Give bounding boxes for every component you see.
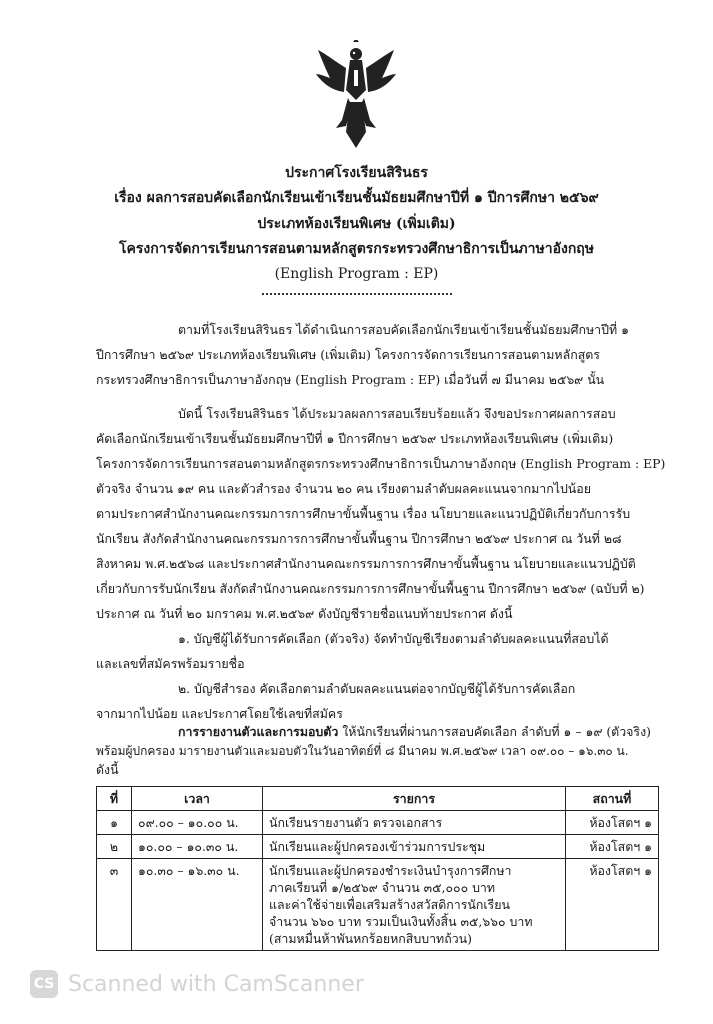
row-item-line: นักเรียนและผู้ปกครองชำระเงินบำรุงการศึกษา [269,863,512,878]
header-place: สถานที่ [566,787,659,811]
header-no: ที่ [97,787,132,811]
para2-line: บัดนี้ โรงเรียนสิรินธร ได้ประมวลผลการสอบเรียบร้อยแล้ว จึงขอประกาศผลการสอบ [178,406,616,421]
row-item [263,859,566,951]
table-row [97,811,659,835]
subject-title: เรื่อง ผลการสอบคัดเลือกนักเรียนเข้าเรียนชั้นมัธยมศึกษาปีที่ ๑ ปีการศึกษา ๒๕๖๙ [114,190,599,206]
garuda-emblem-icon [316,40,396,150]
row-item [263,811,566,835]
para2-line: ตามประกาศสำนักงานคณะกรรมการการศึกษาขั้นพื้นฐาน เรื่อง นโยบายและแนวปฏิบัติเกี่ยวกับการรับ [96,506,631,521]
row-item [263,835,566,859]
item1-line: และเลขที่สมัครพร้อมรายชื่อ [96,656,245,671]
row-time: ๐๙.๐๐ – ๑๐.๐๐ น. [132,811,263,835]
para1-line: กระทรวงศึกษาธิการเป็นภาษาอังกฤษ (English Program : EP) เมื่อวันที่ ๗ มีนาคม ๒๕๖๙ นั้น [96,372,605,387]
row-item-line: จำนวน ๖๖๐ บาท รวมเป็นเงินทั้งสิ้น ๓๕,๖๖๐ บาท [269,914,533,929]
row-no: ๓ [97,859,132,951]
report-line [178,724,651,740]
row-item-line: ภาคเรียนที่ ๑/๒๕๖๙ จำนวน ๓๕,๐๐๐ บาท [269,880,496,895]
project-title: โครงการจัดการเรียนการสอนตามหลักสูตรกระทรวงศึกษาธิการเป็นภาษาอังกฤษ [119,241,594,257]
row-item-line: (สามหมื่นห้าพันหกร้อยหกสิบบาทถ้วน) [269,931,472,946]
para2-line: ประกาศ ณ วันที่ ๒๐ มกราคม พ.ศ.๒๕๖๙ ดังบัญชีรายชื่อแนบท้ายประกาศ ดังนี้ [96,606,513,621]
para1-line: ปีการศึกษา ๒๕๖๙ ประเภทห้องเรียนพิเศษ (เพิ่มเติม) โครงการจัดการเรียนการสอนตามหลักสูตร [96,347,600,362]
header-item: รายการ [263,787,566,811]
announcer-title: ประกาศโรงเรียนสิรินธร [285,165,428,181]
row-time: ๑๐.๐๐ – ๑๐.๓๐ น. [132,835,263,859]
header-time: เวลา [132,787,263,811]
item1-line: ๑. บัญชีผู้ได้รับการคัดเลือก (ตัวจริง) จัดทำบัญชีเรียงตามลำดับผลคะแนนที่สอบได้ [178,631,609,646]
camscanner-text: Scanned with CamScanner [68,971,364,997]
camscanner-watermark [30,970,364,998]
para2-line: สิงหาคม พ.ศ.๒๕๖๘ และประกาศสำนักงานคณะกรรมการการศึกษาขั้นพื้นฐาน นโยบายและแนวปฏิบัติ [96,556,636,571]
row-place: ห้องโสตฯ ๑ [566,835,659,859]
row-no: ๑ [97,811,132,835]
row-place: ห้องโสตฯ ๑ [566,811,659,835]
row-place: ห้องโสตฯ ๑ [566,859,659,951]
row-item-line: และค่าใช้จ่ายเพื่อเสริมสร้างสวัสดิการนักเรียน [269,897,510,912]
dotted-divider [262,293,452,295]
row-item-line: นักเรียนรายงานตัว ตรวจเอกสาร [269,815,443,830]
report-rest: ให้นักเรียนที่ผ่านการสอบคัดเลือก ลำดับที่ ๑ – ๑๙ (ตัวจริง) [338,724,651,739]
program-name: (English Program : EP) [274,266,439,282]
row-time: ๑๐.๓๐ – ๑๖.๓๐ น. [132,859,263,951]
item2-line: ๒. บัญชีสำรอง คัดเลือกตามลำดับผลคะแนนต่อจากบัญชีผู้ได้รับการคัดเลือก [178,681,576,696]
para2-line: โครงการจัดการเรียนการสอนตามหลักสูตรกระทรวงศึกษาธิการเป็นภาษาอังกฤษ (English Program : EP) [96,456,666,471]
schedule-table [96,786,659,951]
para2-line: ตัวจริง จำนวน ๑๙ คน และตัวสำรอง จำนวน ๒๐ คน เรียงตามลำดับผลคะแนนจากมากไปน้อย [96,481,591,496]
program-type-title: ประเภทห้องเรียนพิเศษ (เพิ่มเติม) [257,216,456,232]
para2-line: เกี่ยวกับการรับนักเรียน สังกัดสำนักงานคณะกรรมการการศึกษาขั้นพื้นฐาน ปีการศึกษา ๒๕๖๙ (ฉบับที่ ๒) [96,581,645,596]
row-item-line: นักเรียนและผู้ปกครองเข้าร่วมการประชุม [269,839,486,854]
table-row [97,859,659,951]
report-line: พร้อมผู้ปกครอง มารายงานตัวและมอบตัวในวันอาทิตย์ที่ ๘ มีนาคม พ.ศ.๒๕๖๙ เวลา ๐๙.๐๐ – ๑๖.๓๐ น. [96,744,629,758]
para2-line: นักเรียน สังกัดสำนักงานคณะกรรมการการศึกษาขั้นพื้นฐาน ปีการศึกษา ๒๕๖๙ ประกาศ ณ วันที่ ๒๘ [96,531,622,546]
item2-line: จากมากไปน้อย และประกาศโดยใช้เลขที่สมัคร [96,706,343,721]
para1-line: ตามที่โรงเรียนสิรินธร ได้ดำเนินการสอบคัดเลือกนักเรียนเข้าเรียนชั้นมัธยมศึกษาปีที่ ๑ [178,322,629,337]
report-lead: การรายงานตัวและการมอบตัว [178,724,339,739]
report-line: ดังนี้ [96,762,119,777]
table-header-row [97,787,659,811]
row-no: ๒ [97,835,132,859]
para2-line: คัดเลือกนักเรียนเข้าเรียนชั้นมัธยมศึกษาปีที่ ๑ ปีการศึกษา ๒๕๖๙ ประเภทห้องเรียนพิเศษ (เพิ่มเติม) [96,431,614,446]
table-row [97,835,659,859]
camscanner-logo-icon: CS [30,970,58,998]
